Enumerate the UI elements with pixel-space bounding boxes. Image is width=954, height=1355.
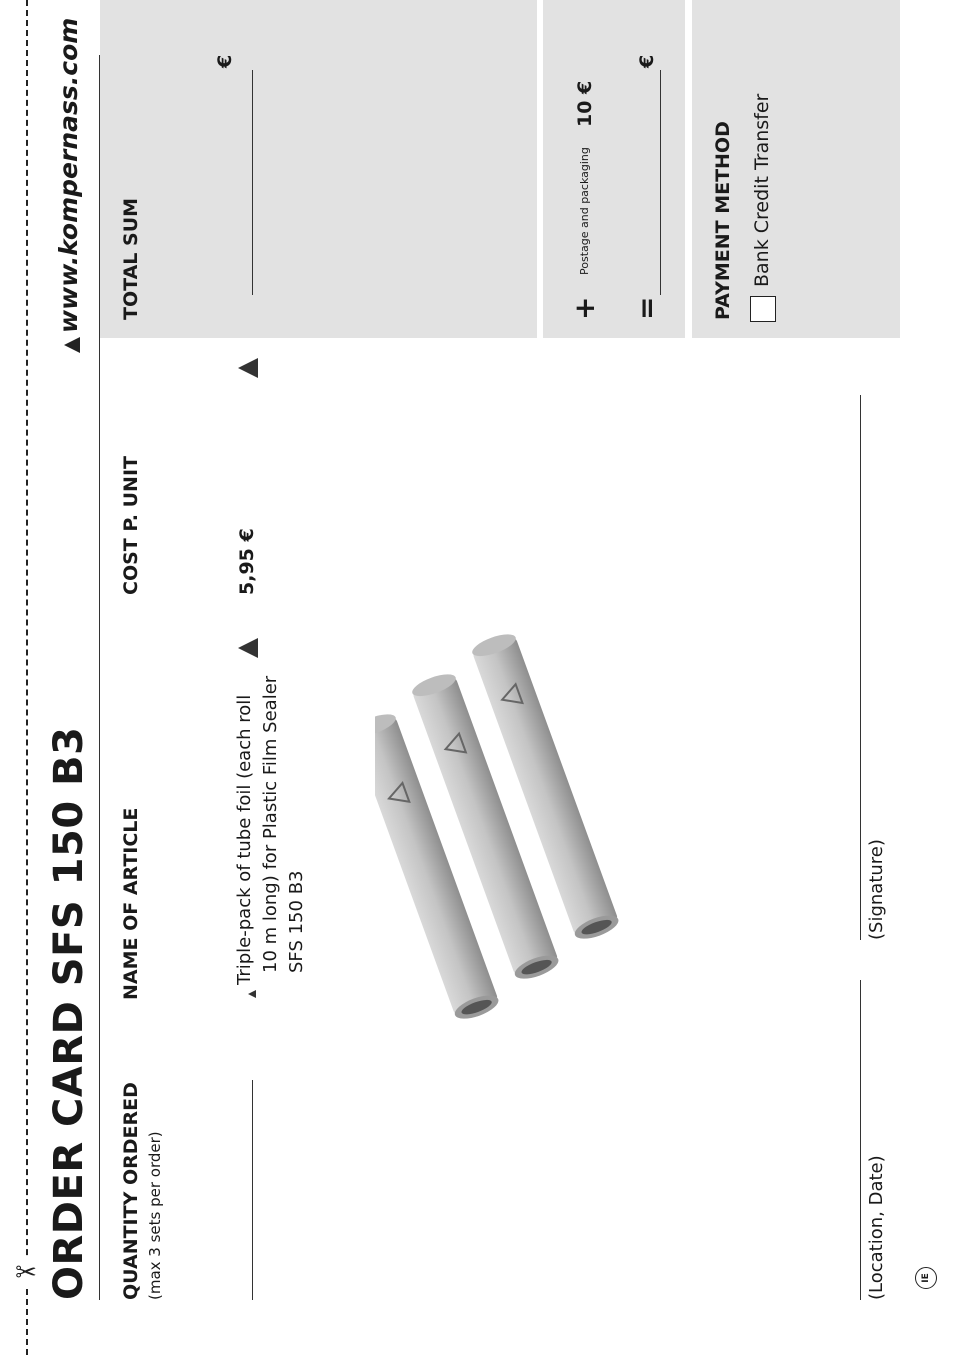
arrow-icon bbox=[64, 337, 80, 353]
postage-label: Postage and packaging bbox=[578, 147, 591, 275]
arrow-to-total-icon bbox=[238, 358, 258, 378]
tube-foil-rolls-image bbox=[375, 575, 685, 1055]
article-heading: NAME OF ARTICLE bbox=[120, 807, 142, 1000]
location-date-label: (Location, Date) bbox=[866, 1155, 887, 1300]
description-line: Triple-pack of tube foil (each roll bbox=[234, 694, 255, 985]
bank-transfer-checkbox[interactable] bbox=[750, 296, 776, 322]
unit-price: 5,95 € bbox=[236, 528, 258, 595]
grand-total-line[interactable] bbox=[660, 70, 661, 295]
cost-heading: COST P. UNIT bbox=[120, 456, 142, 595]
quantity-note: (max 3 sets per order) bbox=[146, 1131, 164, 1300]
page-title: ORDER CARD SFS 150 B3 bbox=[46, 726, 92, 1300]
website-link[interactable]: www.kompernass.com bbox=[54, 17, 83, 333]
total-heading: TOTAL SUM bbox=[120, 197, 142, 320]
equals-sign: = bbox=[630, 296, 663, 320]
arrow-to-cost-icon bbox=[238, 638, 258, 658]
scissors-icon: ✂ bbox=[11, 1258, 41, 1288]
signature-line[interactable] bbox=[860, 395, 861, 940]
grand-total-currency: € bbox=[636, 54, 658, 68]
total-panel bbox=[100, 0, 537, 338]
description-line: SFS 150 B3 bbox=[286, 870, 307, 973]
bank-transfer-label: Bank Credit Transfer bbox=[751, 93, 773, 287]
quantity-input-line[interactable] bbox=[252, 1080, 253, 1300]
plus-sign: + bbox=[568, 296, 601, 320]
postage-panel bbox=[543, 0, 685, 338]
total-input-line[interactable] bbox=[252, 70, 253, 295]
country-code-badge: IE bbox=[915, 1267, 937, 1289]
article-description bbox=[232, 676, 310, 985]
total-currency: € bbox=[214, 54, 236, 68]
postage-value: 10 € bbox=[574, 80, 596, 127]
bullet-arrow-icon bbox=[248, 990, 256, 998]
location-date-line[interactable] bbox=[860, 980, 861, 1300]
payment-heading: PAYMENT METHOD bbox=[712, 121, 734, 320]
quantity-heading: QUANTITY ORDERED bbox=[120, 1082, 142, 1300]
signature-label: (Signature) bbox=[866, 839, 887, 940]
description-line: 10 m long) for Plastic Film Sealer bbox=[260, 675, 281, 973]
